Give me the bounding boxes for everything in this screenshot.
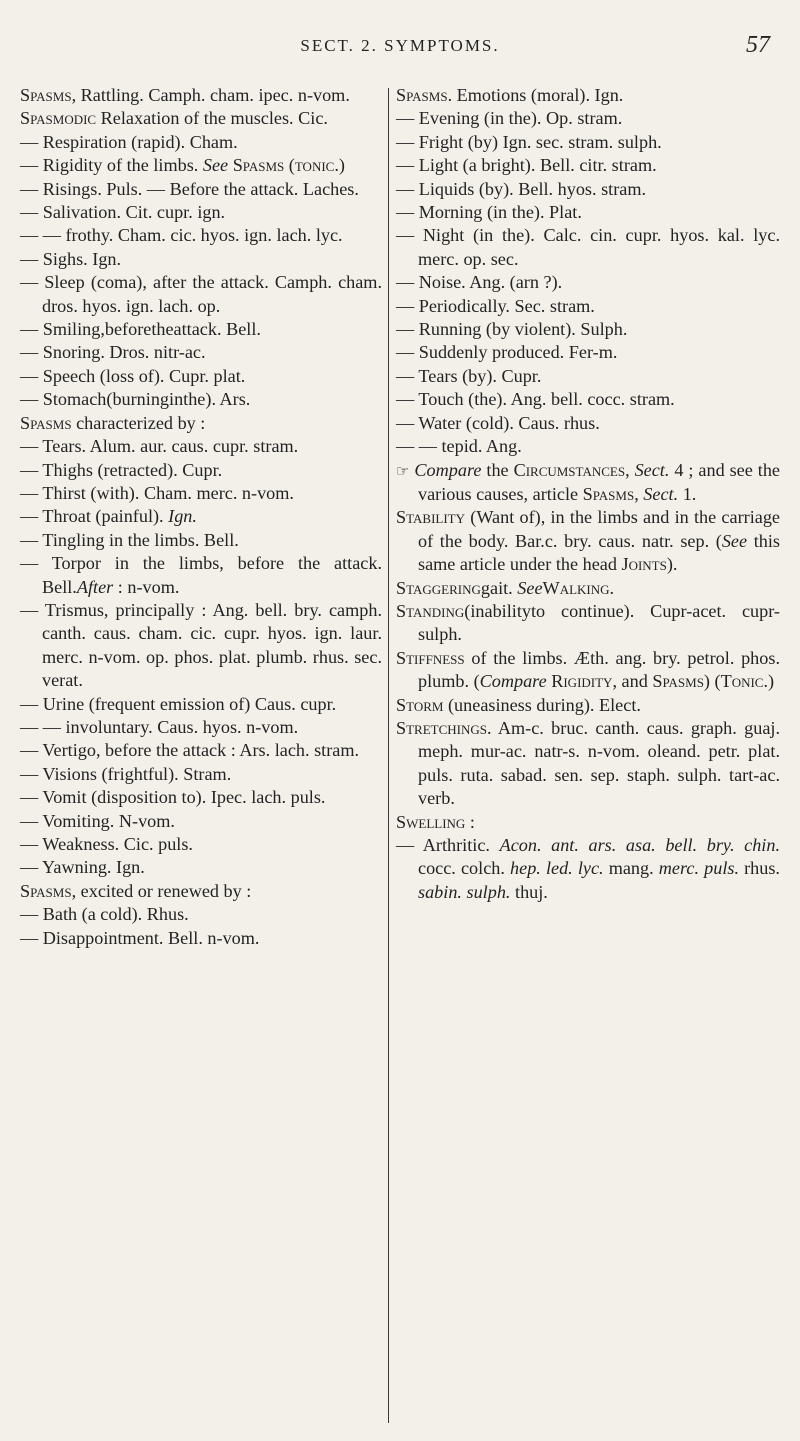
entry-text: — Speech (loss of). Cupr. plat. [20,365,246,386]
entry-text: — Tears (by). Cupr. [396,365,542,386]
entry-text: Joints [621,554,667,575]
entry-text: ) [768,671,775,692]
entry-text: ☞ [396,461,410,480]
entry-text: — Salivation. Cit. cupr. ign. [20,202,226,223]
index-entry [20,201,382,224]
entry-text: Spasms [20,85,72,105]
entry-text: mang. [603,858,659,879]
entry-text: — Liquids (by). Bell. hyos. stram. [396,178,647,199]
entry-text: — Disappointment. Bell. n-vom. [20,927,260,948]
entry-text: hep. led. lyc. [510,858,604,879]
index-entry [20,365,382,388]
index-entry [20,903,382,926]
index-entry [396,506,780,576]
entry-text: — Smiling,beforetheattack. Bell. [20,319,261,340]
entry-text: — Touch (the). Ang. bell. cocc. stram. [396,389,675,410]
entry-text: Walking [542,577,610,598]
entry-text: — Snoring. Dros. nitr-ac. [20,342,206,363]
entry-text: Stability [396,507,466,528]
entry-text: — Weakness. Cic. puls. [20,834,193,854]
entry-text: gait. [480,577,518,598]
running-head: SECT. 2. SYMPTOMS. [300,36,500,55]
index-entry [20,154,382,177]
entry-text: — Bath (a cold). Rhus. [20,904,189,925]
entry-text: Spasmodic [20,108,97,129]
entry-text: — — frothy. Cham. cic. hyos. ign. lach. lyc. [20,225,343,246]
entry-text: Acon. ant. ars. asa. bell. bry. chin. [499,835,781,855]
index-entry [396,577,780,600]
entry-text: (Want of), in the limbs and in the carriage of the body. Bar.c. bry. caus. natr. sep. ( [418,507,780,551]
entry-text: — Evening (in the). Op. stram. [396,108,623,129]
entry-text: (uneasiness during). Elect. [443,694,641,715]
index-entry [20,459,382,482]
entry-text: rhus. [739,858,780,879]
entry-text: — Night (in the). Calc. cin. cupr. hyos. kal. lyc. merc. op. sec. [396,225,780,269]
index-entry [396,435,780,458]
entry-text: See [721,530,748,551]
entry-text: Standing [396,600,465,621]
index-entry [20,224,382,247]
index-entry [20,810,382,833]
entry-text: — — involuntary. Caus. hyos. n-vom. [20,716,299,737]
page-number: 57 [746,32,770,58]
index-entry [20,435,382,458]
entry-text: , Rattling. Camph. cham. ipec. n-vom. [71,85,350,105]
index-entry [20,107,382,130]
index-entry [20,763,382,786]
entry-text: — Periodically. Sec. stram. [396,295,595,316]
index-entry [396,388,780,411]
left-column [20,84,382,950]
entry-text: Sect. [634,459,670,480]
index-entry [396,131,780,154]
index-entry [396,84,780,107]
entry-text: — Visions (frightful). Stram. [20,763,232,784]
entry-text: Circumstances [513,459,626,480]
entry-text: 1. [678,483,697,504]
index-entry [396,717,780,811]
entry-text: Spasms [20,880,72,901]
entry-text: this same article under the head [418,530,781,575]
entry-text: — Suddenly produced. Fer-m. [396,342,618,363]
entry-text: Compare [414,459,482,480]
entry-text: — Throat (painful). [20,506,169,527]
index-entry [396,412,780,435]
entry-text: — Vertigo, before the attack : Ars. lach. stram. [20,740,360,761]
entry-text: — Respiration (rapid). Cham. [20,131,238,152]
entry-text: Rigidity [551,671,613,692]
index-entry [396,459,780,507]
entry-text: — Sighs. Ign. [20,248,122,269]
index-entry [396,178,780,201]
index-entry [396,811,780,834]
entry-text: — Tingling in the limbs. Bell. [20,529,239,550]
index-entry [20,833,382,856]
entry-text: characterized by : [71,412,206,433]
entry-text: Storm [396,694,444,715]
entry-text: — Yawning. Ign. [20,857,145,878]
entry-text: Spasms [396,85,448,105]
entry-text: — Running (by violent). Sulph. [396,319,628,340]
entry-text: , and [612,671,653,692]
entry-text: Staggering [396,577,481,598]
entry-text: — Torpor in the limbs, before the attack. Bell. [20,553,382,597]
index-entry [20,248,382,271]
entry-text: , [625,459,635,480]
entry-text: , [634,483,644,504]
index-entry [20,412,382,435]
index-entry [20,529,382,552]
page-header [0,32,800,68]
entry-text: — Thighs (retracted). Cupr. [20,459,223,480]
index-entry [396,271,780,294]
entry-text: of the limbs. Æth. ang. bry. petrol. phos. plumb. ( [418,647,780,692]
index-entry [20,693,382,716]
index-entry [20,318,382,341]
entry-text: the [481,459,514,480]
index-entry [396,318,780,341]
index-entry [20,927,382,950]
index-entry [20,599,382,693]
index-entry [20,716,382,739]
entry-text: — Noise. Ang. (arn ?). [396,272,563,293]
entry-text: cocc. colch. [418,858,511,879]
entry-text: Spasms [20,412,72,433]
index-entry [20,131,382,154]
column-divider [388,88,389,1423]
entry-text: , excited or renewed by : [71,880,252,901]
entry-text: — Trismus, principally : Ang. bell. bry. camph. canth. caus. cham. cic. cupr. hyos. ign. laur. merc. n-vom. op. phos. plat. plumb. rhus. sec. verat. [20,599,382,691]
entry-text: — Urine (frequent emission of) Caus. cupr. [20,693,337,714]
index-entry [396,834,780,904]
entry-text: thuj. [510,881,548,902]
index-entry [396,201,780,224]
entry-text: See [202,155,229,176]
index-entry [20,178,382,201]
entry-text: Sect. [643,483,679,504]
index-entry [396,694,780,717]
index-entry [396,365,780,388]
entry-text: Swelling [396,811,466,832]
entry-text: . [609,577,615,598]
entry-text: — Risings. Puls. — Before the attack. Laches. [20,178,359,199]
entry-text: (inabilityto continue). Cupr-acet. cupr-sulph. [418,600,780,645]
entry-text: merc. puls. [658,858,739,879]
entry-text: Tonic. [720,671,769,692]
index-entry [396,154,780,177]
entry-text: ). [666,554,678,575]
index-entry [20,786,382,809]
entry-text: : n-vom. [113,576,180,597]
entry-text: — Vomiting. N-vom. [20,810,175,831]
index-entry [20,84,382,107]
entry-text: — Morning (in the). Plat. [396,202,582,223]
index-entry [20,341,382,364]
entry-text: — Water (cold). Caus. rhus. [396,412,600,433]
entry-text: : [465,811,475,832]
entry-text: — Rigidity of the limbs. [20,155,203,176]
index-entry [396,341,780,364]
entry-text: — — tepid. Ang. [396,436,522,457]
index-entry [20,739,382,762]
entry-text: — Tears. Alum. aur. caus. cupr. stram. [20,436,299,457]
entry-text: Stretchings [396,717,488,738]
index-entry [20,552,382,599]
index-entry [396,647,780,694]
entry-text: sabin. sulph. [418,881,511,902]
index-entry [396,600,780,647]
entry-text: — Sleep (coma), after the attack. Camph. cham. dros. hyos. ign. lach. op. [20,272,382,316]
index-entry [20,880,382,903]
index-entry [20,271,382,318]
entry-text: — Fright (by) Ign. sec. stram. sulph. [396,131,662,152]
entry-text: — Vomit (disposition to). Ipec. lach. puls. [20,787,326,808]
index-entry [396,107,780,130]
entry-text: — Light (a bright). Bell. citr. stram. [396,155,657,176]
entry-text: — Thirst (with). Cham. merc. n-vom. [20,482,294,503]
index-entry [20,388,382,411]
index-entry [20,482,382,505]
entry-text: Stiffness [396,647,465,668]
entry-text: . Am-c. bruc. canth. caus. graph. guaj. meph. mur-ac. natr-s. n-vom. oleand. petr. plat. puls. ruta. sabad. sen. sep. staph. sulph. tart-ac. verb. [418,717,780,809]
right-column [396,84,780,904]
index-entry [20,505,382,528]
index-entry [396,224,780,271]
entry-text: Compare [479,671,547,692]
entry-text: Ign. [168,506,197,527]
index-entry [20,856,382,879]
entry-text: Spasms [582,483,635,504]
entry-text: Spasms [652,671,704,692]
entry-text: After [76,576,114,597]
entry-text: ) ( [703,671,721,692]
index-entry [396,295,780,318]
entry-text: Spasms (tonic.) [232,155,345,176]
entry-text: Relaxation of the muscles. Cic. [96,108,328,129]
entry-text: . Emotions (moral). Ign. [447,85,624,105]
entry-text: — Arthritic. [396,835,500,855]
entry-text: — Stomach(burninginthe). Ars. [20,389,251,410]
entry-text: 4 ; and see the various causes, article [418,459,780,504]
entry-text: See [517,577,543,598]
